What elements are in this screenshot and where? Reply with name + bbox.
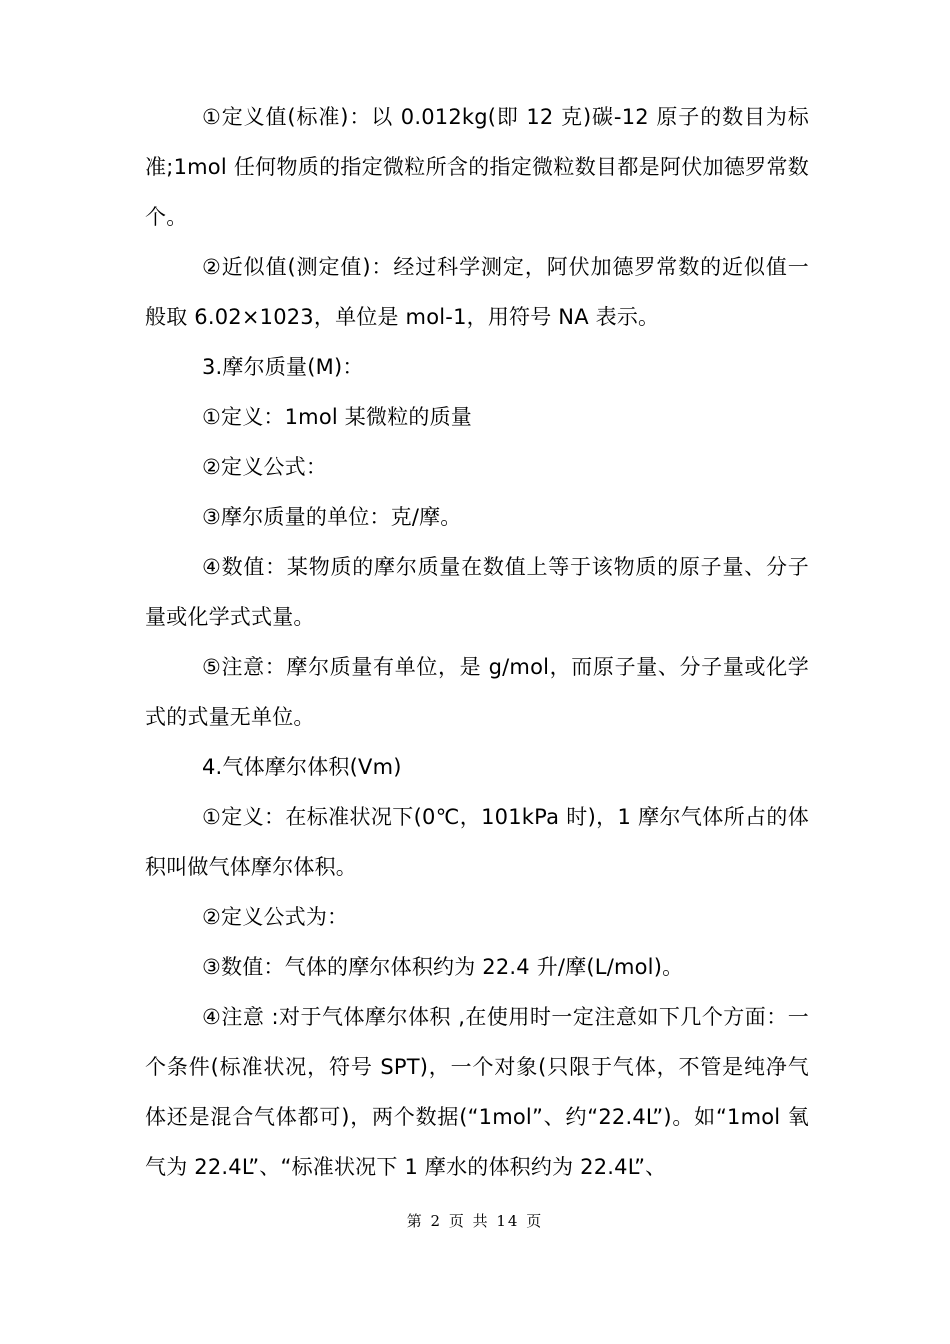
paragraph-molar-mass-definition: ①定义：1mol 某微粒的质量: [202, 405, 473, 429]
document-body: [145, 92, 809, 1192]
paragraph-molar-mass-unit: ③摩尔质量的单位：克/摩。: [202, 505, 462, 529]
paragraph-approximate-value: ②近似值(测定值)：经过科学测定，阿伏加德罗常数的近似值一般取 6.02×1023，单位是 mol-1，用符号 NA 表示。: [145, 255, 809, 329]
heading-molar-mass: 3.摩尔质量(M)：: [202, 355, 364, 379]
paragraph-gas-molar-volume-note: ④注意 :对于气体摩尔体积 ,在使用时一定注意如下几个方面：一个条件(标准状况，符号 SPT)，一个对象(只限于气体，不管是纯净气体还是混合气体都可)，两个数据(“1mol”、约“22.4L”)。如“1mol 氧气为 22.4L”、“标准状况下 1 摩水的体积约为 22.4L”、: [145, 1005, 809, 1179]
paragraph-gas-molar-volume-formula: ②定义公式为：: [202, 905, 349, 929]
paragraph-gas-molar-volume-definition: ①定义：在标准状况下(0℃，101kPa 时)，1 摩尔气体所占的体积叫做气体摩尔体积。: [145, 805, 809, 879]
paragraph-gas-molar-volume-value: ③数值：气体的摩尔体积约为 22.4 升/摩(L/mol)。: [202, 955, 684, 979]
heading-gas-molar-volume: 4.气体摩尔体积(Vm): [202, 755, 402, 779]
paragraph-molar-mass-value: ④数值：某物质的摩尔质量在数值上等于该物质的原子量、分子量或化学式式量。: [145, 555, 809, 629]
page-footer: [0, 1210, 950, 1231]
paragraph-molar-mass-formula: ②定义公式：: [202, 455, 328, 479]
paragraph-definition-standard: ①定义值(标准)：以 0.012kg(即 12 克)碳-12 原子的数目为标准;1mol 任何物质的指定微粒所含的指定微粒数目都是阿伏加德罗常数个。: [145, 105, 809, 229]
paragraph-molar-mass-note: ⑤注意：摩尔质量有单位，是 g/mol，而原子量、分子量或化学式的式量无单位。: [145, 655, 809, 729]
page-number-label: 第 2 页 共 14 页: [406, 1212, 544, 1230]
